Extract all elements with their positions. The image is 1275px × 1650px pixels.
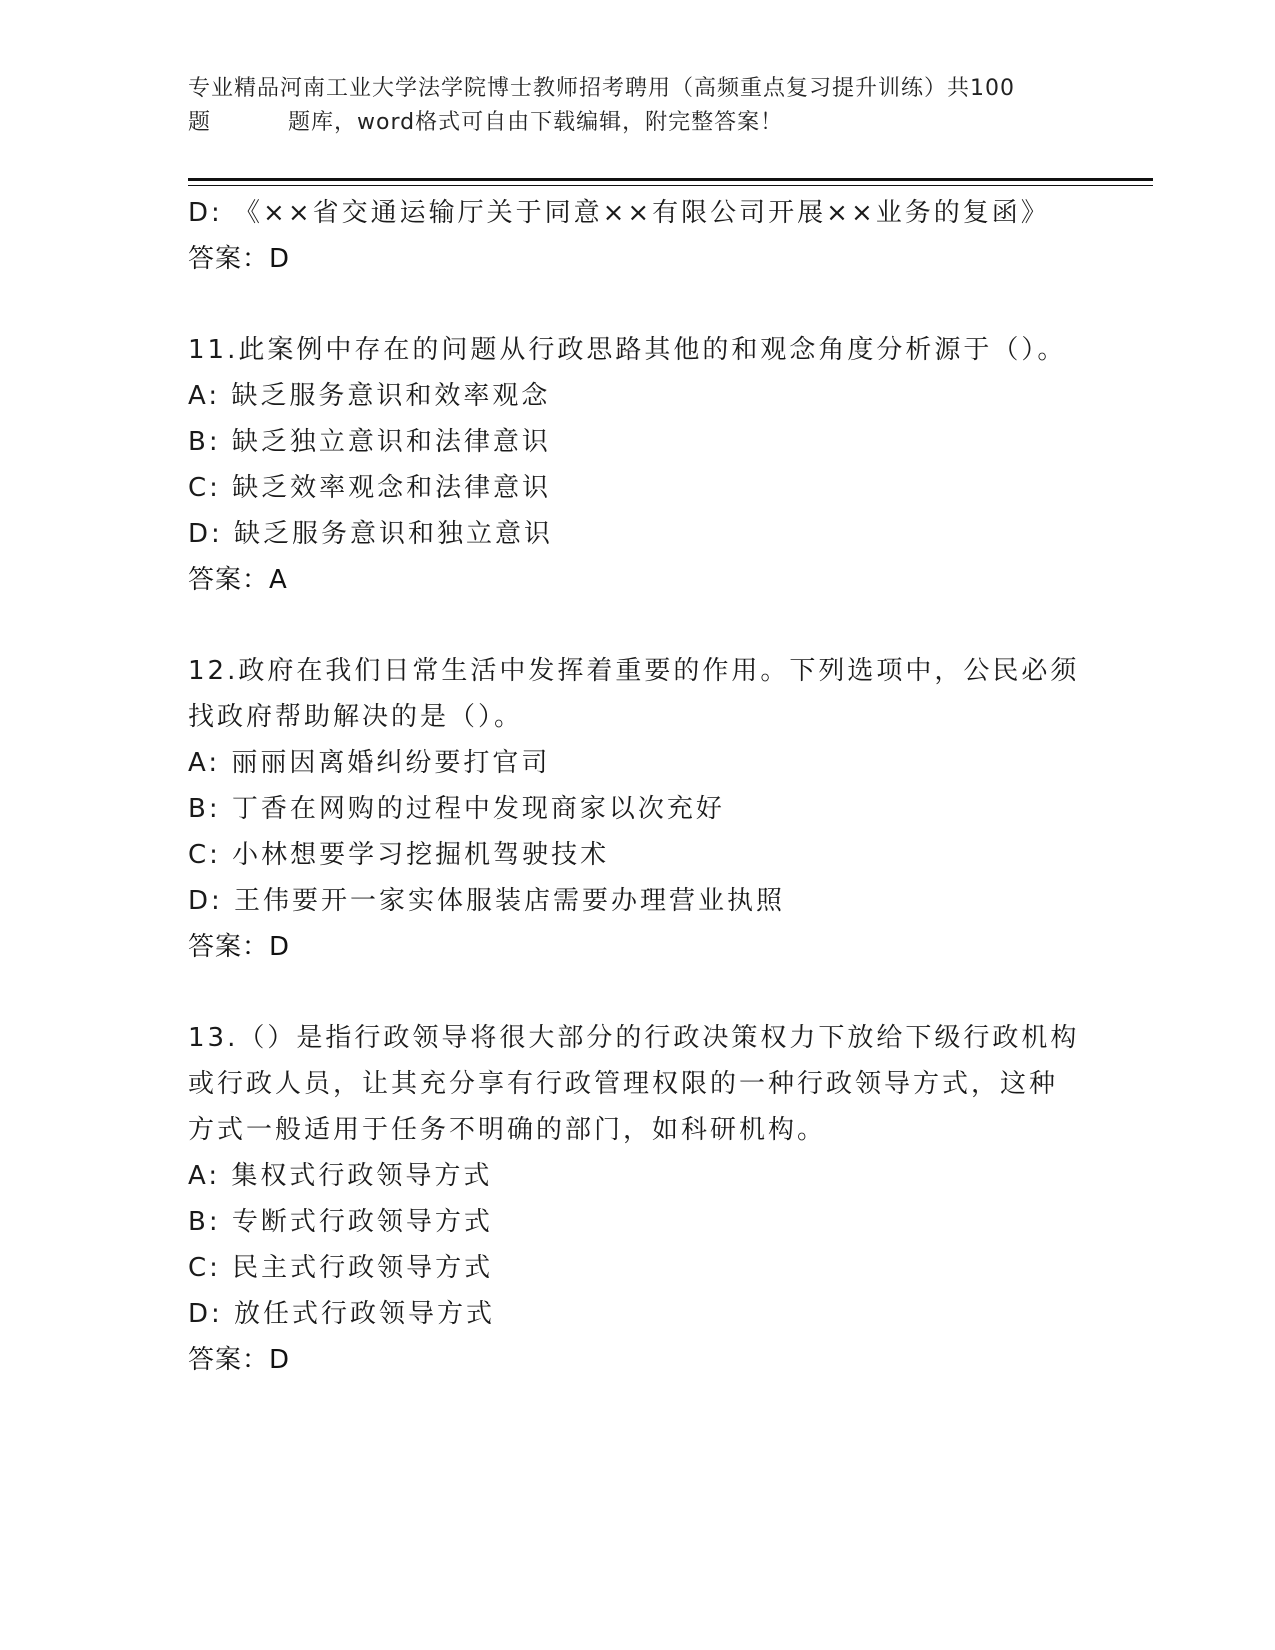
option-a: A: 丽丽因离婚纠纷要打官司 — [188, 748, 551, 778]
header-rule-thick — [188, 178, 1153, 181]
option-d: D: 放任式行政领导方式 — [188, 1299, 496, 1329]
option-c: C: 小林想要学习挖掘机驾驶技术 — [188, 840, 610, 870]
previous-question-tail — [188, 190, 1088, 282]
question-stem: 12.政府在我们日常生活中发挥着重要的作用。下列选项中，公民必须 — [188, 656, 1080, 686]
question-13 — [188, 1015, 1088, 1383]
option-d: D: 缺乏服务意识和独立意识 — [188, 519, 554, 549]
document-header — [188, 72, 1088, 140]
header-title-line2-left: 题 — [188, 110, 212, 135]
header-title-line2 — [188, 106, 1088, 140]
question-content — [188, 190, 1088, 1383]
option-b: B: 缺乏独立意识和法律意识 — [188, 427, 551, 457]
option-d: D: 王伟要开一家实体服装店需要办理营业执照 — [188, 886, 786, 916]
option-c: C: 缺乏效率观念和法律意识 — [188, 473, 552, 503]
option-b: B: 专断式行政领导方式 — [188, 1207, 493, 1237]
answer: 答案：D — [188, 1345, 291, 1375]
answer: 答案：D — [188, 244, 291, 274]
option-d: D: 《××省交通运输厅关于同意××有限公司开展××业务的复函》 — [188, 198, 1050, 228]
option-c: C: 民主式行政领导方式 — [188, 1253, 494, 1283]
option-a: A: 集权式行政领导方式 — [188, 1161, 493, 1191]
question-stem: 11.此案例中存在的问题从行政思路其他的和观念角度分析源于（）。 — [188, 335, 1067, 365]
question-stem-cont: 找政府帮助解决的是（）。 — [188, 702, 524, 732]
answer: 答案：D — [188, 932, 291, 962]
option-a: A: 缺乏服务意识和效率观念 — [188, 381, 551, 411]
question-stem: 13.（）是指行政领导将很大部分的行政决策权力下放给下级行政机构 — [188, 1023, 1080, 1053]
header-rule-thin — [188, 185, 1153, 186]
question-11 — [188, 327, 1088, 603]
header-title-line2-right: 题库，word格式可自由下载编辑，附完整答案！ — [288, 110, 784, 135]
question-stem-cont: 或行政人员，让其充分享有行政管理权限的一种行政领导方式，这种 — [188, 1069, 1059, 1099]
question-stem-cont: 方式一般适用于任务不明确的部门，如科研机构。 — [188, 1115, 827, 1145]
header-title-line1: 专业精品河南工业大学法学院博士教师招考聘用（高频重点复习提升训练）共100 — [188, 76, 1015, 101]
question-12 — [188, 648, 1088, 970]
answer: 答案：A — [188, 565, 288, 595]
option-b: B: 丁香在网购的过程中发现商家以次充好 — [188, 794, 725, 824]
